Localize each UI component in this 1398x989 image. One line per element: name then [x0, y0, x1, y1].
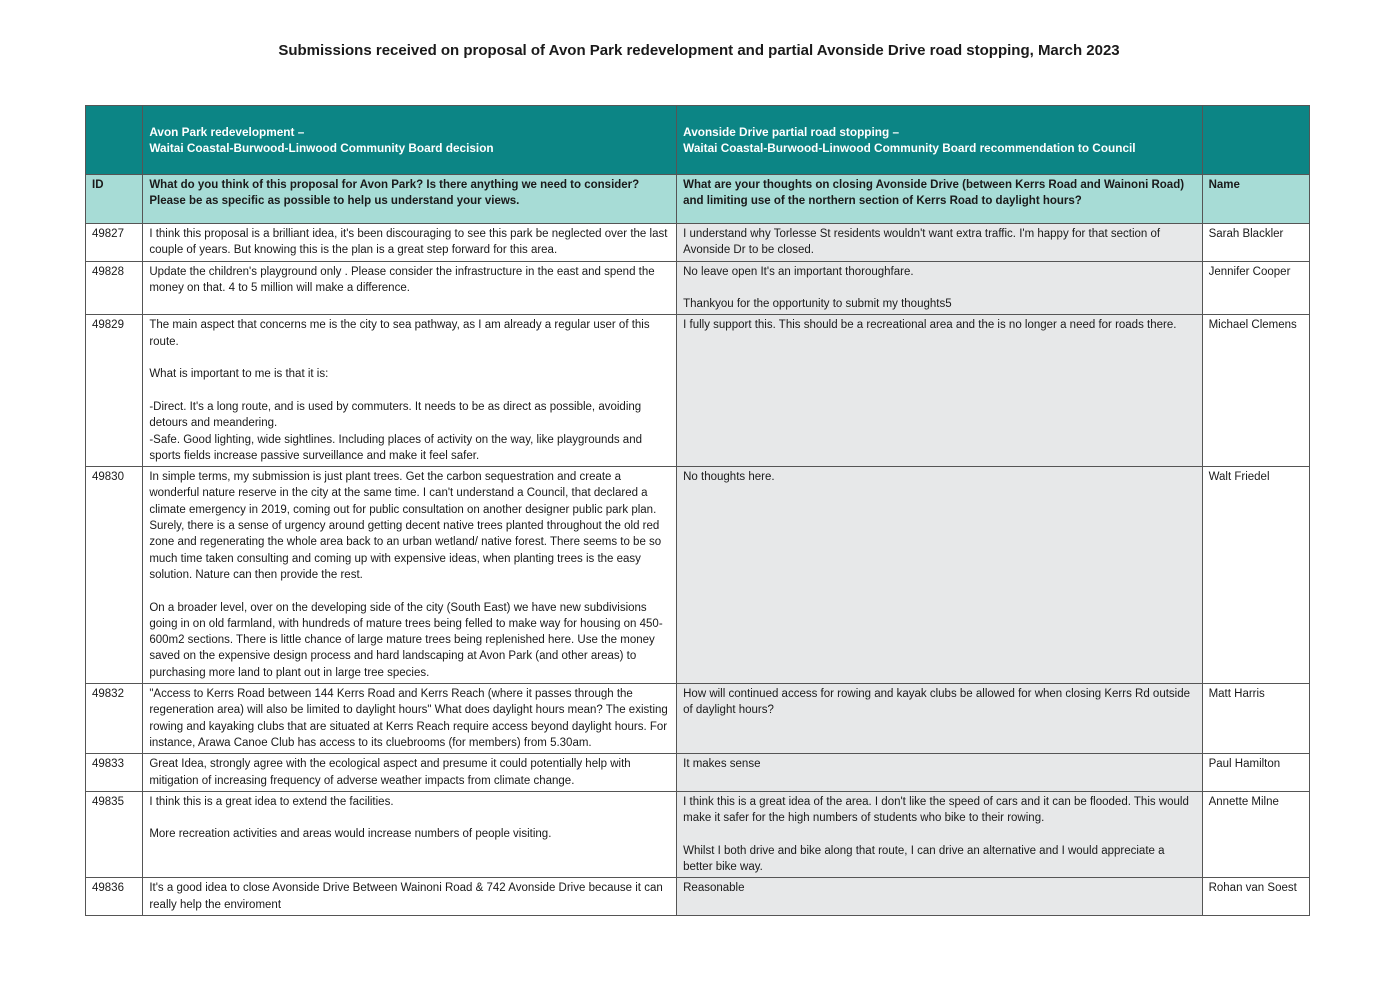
table-row: [86, 261, 1310, 315]
submission-id: 49827: [86, 224, 143, 262]
submission-id: 49835: [86, 791, 143, 877]
avon-response: Update the children's playground only . Please consider the infrastructure in the east and spend the money on that. 4 to 5 million will make a difference.: [143, 261, 677, 315]
table-row: [86, 315, 1310, 467]
group-header-avon-line2: Waitai Coastal-Burwood-Linwood Community Board decision: [149, 141, 494, 155]
column-header-name: Name: [1202, 175, 1309, 224]
group-header-avonside-drive: [677, 106, 1202, 175]
submission-id: 49829: [86, 315, 143, 467]
table-row: [86, 224, 1310, 262]
avonside-response: Reasonable: [677, 878, 1202, 916]
column-header-row: [86, 175, 1310, 224]
avon-response: In simple terms, my submission is just plant trees. Get the carbon sequestration and create a wonderful nature reserve in the city at the same time. I can't understand a Council, that declared a climate emergency in 2019, coming out for public consultation on another designer public park plan. Surely, there is a sense of urgency around getting decent native trees planted throughout the old red zone and regenerating the whole area back to an urban wetland/ native forest. There seems to be so much time taken consulting and coming up with expensive ideas, when planting trees is the easy solution. Nature can then provide the rest. On a broader level, over on the developing side of the city (South East) we have new subdivisions going in on old farmland, with hundreds of mature trees being felled to make way for housing on 450-600m2 sections. There is little chance of large mature trees being replenished here. Use the money saved on the expensive design process and hard landscaping at Avon Park (and other areas) to purchasing more land to plant out in large tree species.: [143, 467, 677, 684]
table-row: [86, 791, 1310, 877]
submitter-name: Matt Harris: [1202, 684, 1309, 754]
avonside-response: I understand why Torlesse St residents wouldn't want extra traffic. I'm happy for that section of Avonside Dr to be closed.: [677, 224, 1202, 262]
table-row: [86, 684, 1310, 754]
column-header-avonside-question: What are your thoughts on closing Avonside Drive (between Kerrs Road and Wainoni Road) and limiting use of the northern section of Kerrs Road to daylight hours?: [677, 175, 1202, 224]
submitter-name: Rohan van Soest: [1202, 878, 1309, 916]
avon-response: Great Idea, strongly agree with the ecological aspect and presume it could potentially help with mitigation of increasing frequency of adverse weather impacts from climate change.: [143, 754, 677, 792]
submission-id: 49828: [86, 261, 143, 315]
avonside-response: I think this is a great idea of the area. I don't like the speed of cars and it can be flooded. This would make it safer for the high numbers of students who bike to their rowing. Whilst I both drive and bike along that route, I can drive an alternative and I would appreciate a better bike way.: [677, 791, 1202, 877]
group-header-avonside-line1: Avonside Drive partial road stopping –: [683, 124, 900, 139]
submitter-name: Paul Hamilton: [1202, 754, 1309, 792]
submitter-name: Michael Clemens: [1202, 315, 1309, 467]
avon-response: I think this is a great idea to extend the facilities. More recreation activities and areas would increase numbers of people visiting.: [143, 791, 677, 877]
group-header-empty-name: [1202, 106, 1309, 175]
submission-id: 49836: [86, 878, 143, 916]
submissions-table: [85, 105, 1310, 916]
submitter-name: Annette Milne: [1202, 791, 1309, 877]
column-header-avon-question: What do you think of this proposal for Avon Park? Is there anything we need to consider? Please be as specific as possible to help us understand your views.: [143, 175, 677, 224]
submission-id: 49832: [86, 684, 143, 754]
group-header-avon-line1: Avon Park redevelopment –: [149, 124, 305, 139]
group-header-empty-id: [86, 106, 143, 175]
avonside-response: I fully support this. This should be a recreational area and the is no longer a need for roads there.: [677, 315, 1202, 467]
avon-response: It's a good idea to close Avonside Drive Between Wainoni Road & 742 Avonside Drive because it can really help the enviroment: [143, 878, 677, 916]
group-header-avon-park: [143, 106, 677, 175]
document-title: Submissions received on proposal of Avon Park redevelopment and partial Avonside Drive road stopping, March 2023: [278, 42, 1120, 59]
avonside-response: It makes sense: [677, 754, 1202, 792]
group-header-avonside-line2: Waitai Coastal-Burwood-Linwood Community Board recommendation to Council: [683, 141, 1136, 155]
avonside-response: How will continued access for rowing and kayak clubs be allowed for when closing Kerrs Rd outside of daylight hours?: [677, 684, 1202, 754]
avonside-response: No leave open It's an important thoroughfare. Thankyou for the opportunity to submit my thoughts5: [677, 261, 1202, 315]
submitter-name: Jennifer Cooper: [1202, 261, 1309, 315]
submission-id: 49833: [86, 754, 143, 792]
table-row: [86, 467, 1310, 684]
group-header-row: [86, 106, 1310, 175]
avon-response: "Access to Kerrs Road between 144 Kerrs Road and Kerrs Reach (where it passes through the regeneration area) will also be limited to daylight hours" What does daylight hours mean? The existing rowing and kayaking clubs that are situated at Kerrs Reach require access beyond daylight hours. For instance, Arawa Canoe Club has access to its cluebrooms (for members) from 5.30am.: [143, 684, 677, 754]
table-row: [86, 878, 1310, 916]
avon-response: The main aspect that concerns me is the city to sea pathway, as I am already a regular user of this route. What is important to me is that it is: -Direct. It's a long route, and is used by commuters. It needs to be as direct as possible, avoiding detours and meandering. -Safe. Good lighting, wide sightlines. Including places of activity on the way, like playgrounds and sports fields increase passive surveillance and make it feel safer.: [143, 315, 677, 467]
table-row: [86, 754, 1310, 792]
column-header-id: ID: [86, 175, 143, 224]
avonside-response: No thoughts here.: [677, 467, 1202, 684]
submitter-name: Sarah Blackler: [1202, 224, 1309, 262]
submitter-name: Walt Friedel: [1202, 467, 1309, 684]
submission-id: 49830: [86, 467, 143, 684]
avon-response: I think this proposal is a brilliant idea, it's been discouraging to see this park be neglected over the last couple of years. But knowing this is the plan is a great step forward for this area.: [143, 224, 677, 262]
